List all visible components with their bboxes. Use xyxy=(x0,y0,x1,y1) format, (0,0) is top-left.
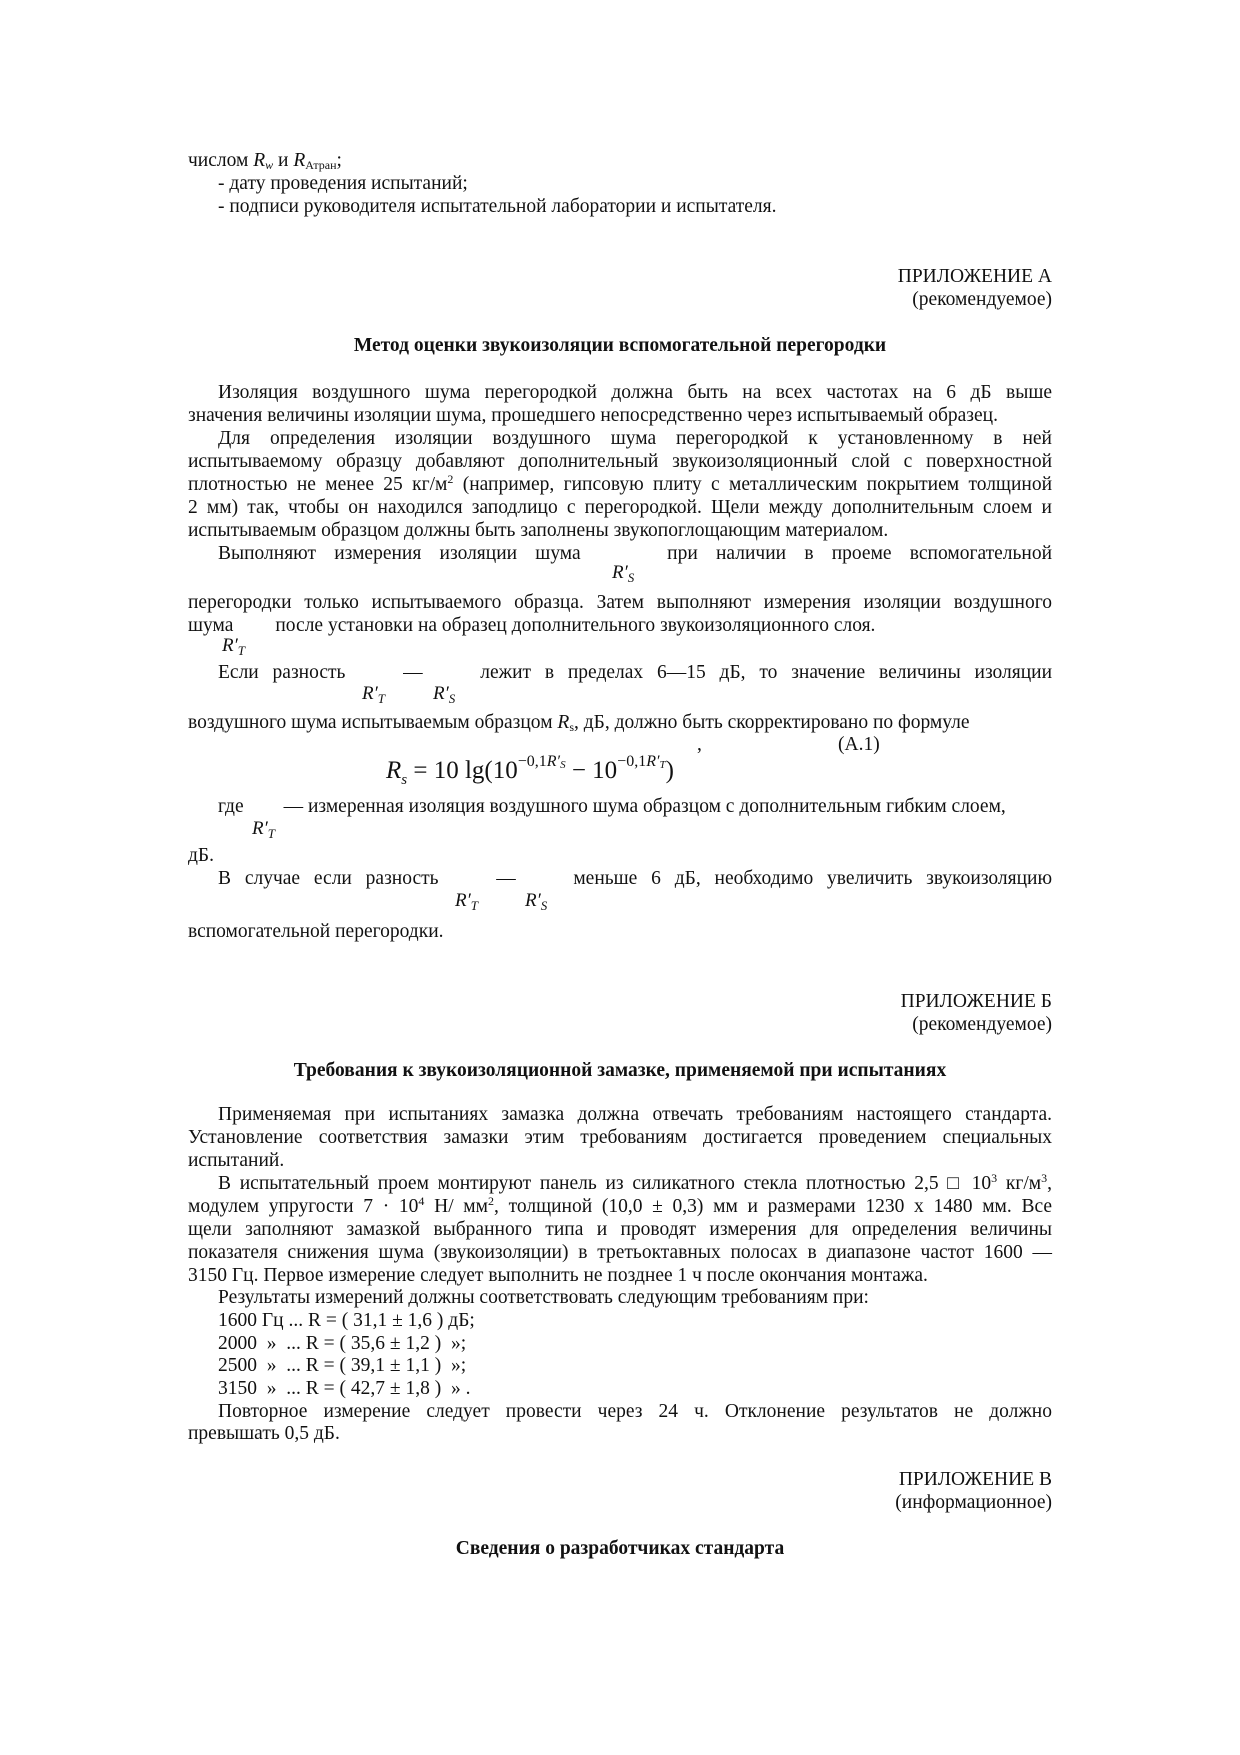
paragraph-line: В испытательный проем монтируют панель из силикатного стекла плотностью 2,5 □ $10^3$ $кг/м^3$, xyxy=(218,1171,1052,1194)
formula-a1: $R_s = 10$ $\lg(10^{-0,1R'_S} - 10^{-0,1R'_T})$ xyxy=(386,753,674,788)
requirement-item: 3150 » ... R = ( 42,7 ± 1,8 ) » . xyxy=(218,1378,471,1399)
formula-comma: , xyxy=(697,734,702,755)
requirement-item: 2500 » ... R = ( 39,1 ± 1,1 ) »; xyxy=(218,1355,467,1376)
math-r-prime-s: $R'_S$ xyxy=(433,683,456,706)
paragraph-line: перегородки только испытываемого образца. Затем выполняют измерения изоляции воздушного xyxy=(188,592,1052,613)
requirement-item: 1600 Гц ... R = ( 31,1 ± 1,6 ) дБ; xyxy=(218,1310,475,1331)
appendix-b-status: (рекомендуемое) xyxy=(912,1014,1052,1035)
appendix-b-title: Требования к звукоизоляционной замазке, применяемой при испытаниях xyxy=(293,1060,947,1081)
appendix-a-status: (рекомендуемое) xyxy=(912,289,1052,310)
paragraph-line: Результаты измерений должны соответствовать следующим требованиям при: xyxy=(218,1287,869,1308)
paragraph-line: дБ. xyxy=(188,845,214,866)
list-item: - подписи руководителя испытательной лаборатории и испытателя. xyxy=(218,196,777,217)
appendix-b-heading: ПРИЛОЖЕНИЕ Б xyxy=(900,991,1052,1012)
paragraph-line: Выполняют измерения изоляции шума при наличии в проеме вспомогательной xyxy=(218,543,1053,564)
paragraph-line: В случае если разность — меньше 6 дБ, необходимо увеличить звукоизоляцию xyxy=(218,868,1053,889)
paragraph-line: где — измеренная изоляция воздушного шума образцом с дополнительным гибким слоем, xyxy=(218,796,1006,817)
paragraph-line: модулем упругости $7 \cdot 10^4$ Н/ $мм^2$, толщиной (10,0 ± 0,3) мм и размерами 1230 x 1480 мм. Все xyxy=(188,1194,1053,1217)
paragraph-line: показателя снижения шума (звукоизоляции) в третьоктавных полосах в диапазоне частот 1600 — xyxy=(188,1242,1052,1263)
appendix-a-title: Метод оценки звукоизоляции вспомогательной перегородки xyxy=(353,335,887,356)
paragraph-line: шума после установки на образец дополнительного звукоизоляционного слоя. xyxy=(188,615,876,636)
paragraph-line: испытываемым образцом должны быть заполнены звукопоглощающим материалом. xyxy=(188,520,889,541)
paragraph-line: превышать 0,5 дБ. xyxy=(188,1423,340,1444)
appendix-a-heading: ПРИЛОЖЕНИЕ А xyxy=(897,266,1052,287)
paragraph-line: испытаний. xyxy=(188,1150,285,1171)
paragraph-line: вспомогательной перегородки. xyxy=(188,921,444,942)
math-r-prime-t: $R'_T$ xyxy=(362,683,385,706)
paragraph-line: воздушного шума испытываемым образцом $R_s$, дБ, должно быть скорректировано по формуле xyxy=(188,712,970,734)
math-r-prime-t: $R'_T$ xyxy=(222,635,245,658)
appendix-c-status: (информационное) xyxy=(895,1492,1052,1513)
paragraph-line: Для определения изоляции воздушного шума перегородкой к установленному в ней xyxy=(218,428,1052,449)
appendix-c-heading: ПРИЛОЖЕНИЕ В xyxy=(898,1469,1052,1490)
paragraph-line: Если разность — лежит в пределах 6—15 дБ, то значение величины изоляции xyxy=(218,662,1053,683)
appendix-c-title: Сведения о разработчиках стандарта xyxy=(455,1538,785,1559)
paragraph-line: 2 мм) так, чтобы он находился заподлицо с перегородкой. Щели между дополнительным слоем и xyxy=(188,497,1052,518)
list-item: - дату проведения испытаний; xyxy=(218,173,468,194)
formula-number: (А.1) xyxy=(838,734,880,755)
paragraph-line: щели заполняют замазкой выбранного типа и проводят измерения для определения величины xyxy=(188,1219,1052,1240)
paragraph-line: значения величины изоляции шума, прошедшего непосредственно через испытываемый образец. xyxy=(188,405,998,426)
math-r-prime-s: $R'_S$ xyxy=(612,562,635,585)
paragraph-line: Повторное измерение следует провести через 24 ч. Отклонение результатов не должно xyxy=(218,1401,1052,1422)
math-r-prime-s: $R'_S$ xyxy=(525,890,548,913)
paragraph-line: Применяемая при испытаниях замазка должна отвечать требованиям настоящего стандарта. xyxy=(218,1104,1052,1125)
requirement-item: 2000 » ... R = ( 35,6 ± 1,2 ) »; xyxy=(218,1333,467,1354)
intro-line: числом $R_w$ и $R_{Атран}$; xyxy=(188,150,342,172)
paragraph-line: 3150 Гц. Первое измерение следует выполнить не позднее 1 ч после окончания монтажа. xyxy=(188,1265,928,1286)
math-r-prime-t: $R'_T$ xyxy=(455,890,478,913)
math-r-prime-t: $R'_T$ xyxy=(252,818,275,841)
paragraph-line: Установление соответствия замазки этим требованиям достигается проведением специальных xyxy=(188,1127,1052,1148)
paragraph-line: испытываемому образцу добавляют дополнительный звукоизоляционный слой с поверхностной xyxy=(188,451,1052,472)
paragraph-line: Изоляция воздушного шума перегородкой должна быть на всех частотах на 6 дБ выше xyxy=(218,382,1052,403)
paragraph-line: плотностью не менее 25 $кг/м^2$ (например, гипсовую плиту с металлическим покрытием толщиной xyxy=(188,472,1052,495)
